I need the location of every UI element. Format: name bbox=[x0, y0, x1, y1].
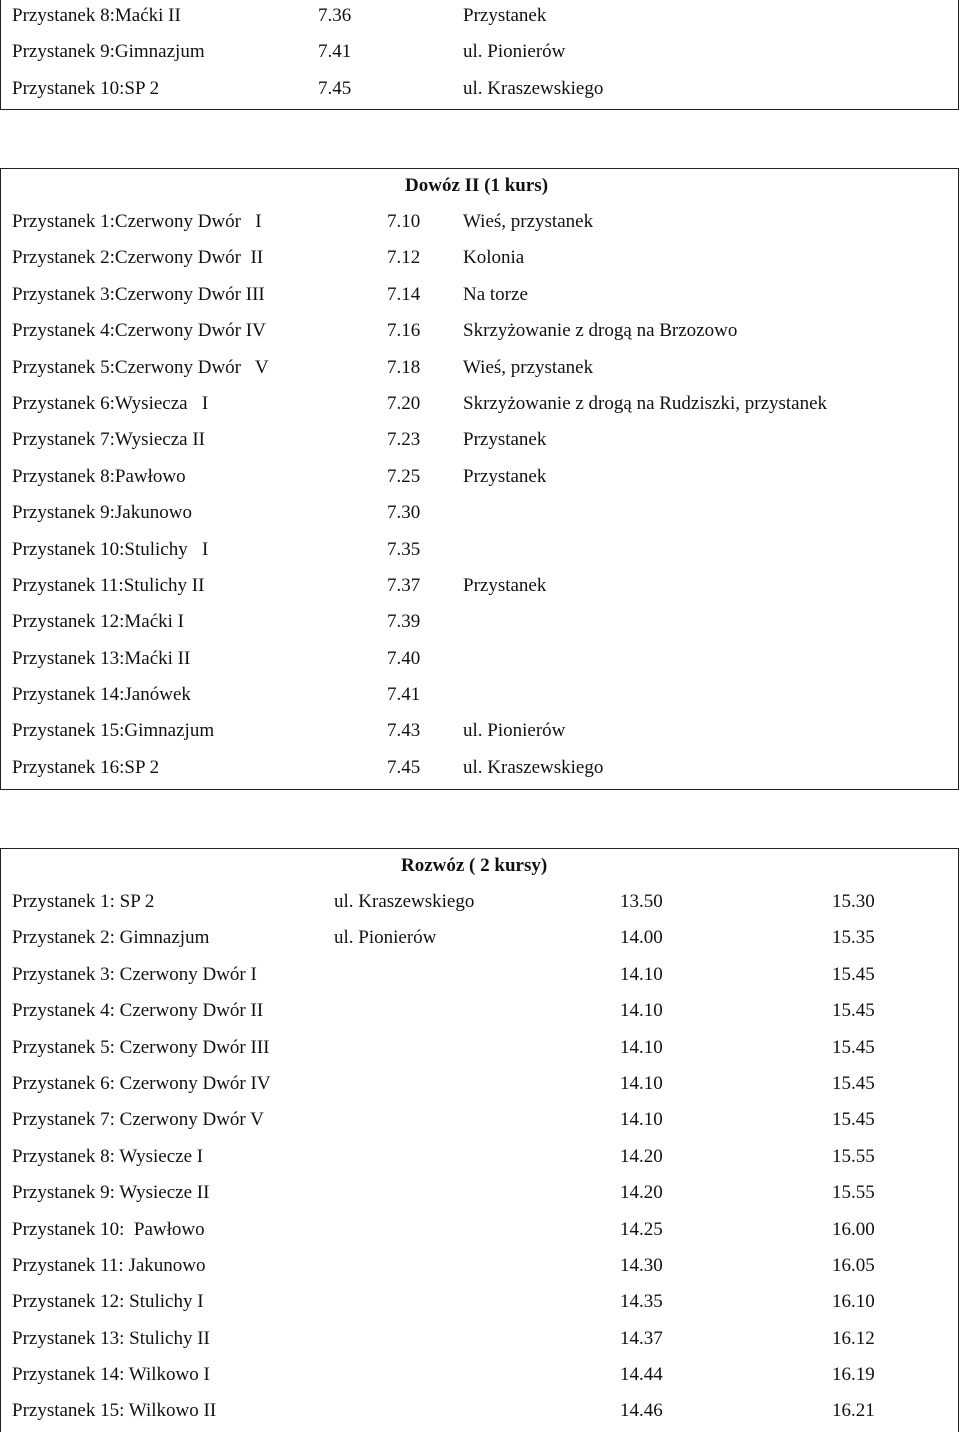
table-row bbox=[1, 1322, 958, 1358]
stop-name: Przystanek 6: Czerwony Dwór IV bbox=[12, 1072, 271, 1094]
departure-time-1: 14.30 bbox=[620, 1254, 663, 1276]
departure-time: 7.45 bbox=[318, 77, 352, 99]
table-row bbox=[1, 605, 958, 641]
stop-location: ul. Kraszewskiego bbox=[463, 756, 604, 778]
stop-name: Przystanek 8:Pawłowo bbox=[12, 465, 186, 487]
stop-name: Przystanek 15: Wilkowo II bbox=[12, 1400, 217, 1422]
stop-name: Przystanek 2:Czerwony Dwór II bbox=[12, 247, 264, 269]
departure-time-2: 15.45 bbox=[832, 1109, 875, 1131]
table-title: Rozwóz ( 2 kursy) bbox=[401, 855, 548, 876]
stop-name: Przystanek 8: Wysiecze I bbox=[12, 1145, 204, 1167]
departure-time-1: 14.10 bbox=[620, 1109, 663, 1131]
stop-location: ul. Kraszewskiego bbox=[463, 77, 604, 99]
departure-time-1: 14.20 bbox=[620, 1145, 663, 1167]
departure-time-1: 14.10 bbox=[620, 1072, 663, 1094]
table-row bbox=[1, 423, 958, 459]
stop-name: Przystanek 10:Stulichy I bbox=[12, 538, 209, 560]
departure-time-1: 14.46 bbox=[620, 1400, 663, 1422]
table-row bbox=[1, 1067, 958, 1103]
table-row bbox=[1, 994, 958, 1030]
table-row bbox=[1, 241, 958, 277]
timetable-rozwoz bbox=[0, 848, 959, 1432]
table-row bbox=[1, 678, 958, 714]
table-rows bbox=[1, 205, 958, 787]
table-rows bbox=[1, 885, 958, 1431]
stop-name: Przystanek 11:Stulichy II bbox=[12, 574, 205, 596]
stop-name: Przystanek 11: Jakunowo bbox=[12, 1254, 206, 1276]
stop-name: Przystanek 14: Wilkowo I bbox=[12, 1364, 210, 1386]
stop-name: Przystanek 8:Maćki II bbox=[12, 5, 181, 26]
departure-time-2: 15.45 bbox=[832, 1000, 875, 1022]
table-row bbox=[1, 1358, 958, 1394]
stop-location: Przystanek bbox=[463, 574, 547, 596]
stop-name: Przystanek 9:Jakunowo bbox=[12, 502, 192, 524]
table-row bbox=[1, 460, 958, 496]
stop-location: Przystanek bbox=[463, 465, 547, 487]
departure-time: 7.14 bbox=[387, 283, 421, 305]
stop-location: Wieś, przystanek bbox=[463, 211, 594, 232]
stop-name: Przystanek 7: Czerwony Dwór V bbox=[12, 1109, 264, 1131]
departure-time: 7.45 bbox=[387, 756, 421, 778]
departure-time-2: 15.45 bbox=[832, 1036, 875, 1058]
timetable-dowoz-ii bbox=[0, 168, 959, 790]
table-row bbox=[1, 533, 958, 569]
departure-time-2: 15.45 bbox=[832, 963, 875, 985]
departure-time: 7.39 bbox=[387, 611, 421, 633]
table-row bbox=[1, 387, 958, 423]
departure-time-2: 15.55 bbox=[832, 1182, 875, 1204]
table-row bbox=[1, 278, 958, 314]
stop-name: Przystanek 7:Wysiecza II bbox=[12, 429, 205, 451]
departure-time: 7.25 bbox=[387, 465, 421, 487]
departure-time: 7.10 bbox=[387, 211, 421, 232]
stop-name: Przystanek 1: SP 2 bbox=[12, 891, 155, 912]
stop-name: Przystanek 13:Maćki II bbox=[12, 647, 191, 669]
departure-time-2: 16.19 bbox=[832, 1364, 875, 1386]
table-row bbox=[1, 714, 958, 750]
stop-name: Przystanek 15:Gimnazjum bbox=[12, 720, 215, 742]
table-row bbox=[1, 921, 958, 957]
stop-name: Przystanek 2: Gimnazjum bbox=[12, 927, 210, 949]
departure-time-2: 15.30 bbox=[832, 891, 875, 912]
table-row bbox=[1, 1213, 958, 1249]
table-row bbox=[1, 0, 958, 35]
table-row bbox=[1, 1249, 958, 1285]
stop-name: Przystanek 16:SP 2 bbox=[12, 756, 160, 778]
departure-time-2: 16.21 bbox=[832, 1400, 875, 1422]
table-row bbox=[1, 885, 958, 921]
stop-name: Przystanek 9: Wysiecze II bbox=[12, 1182, 210, 1204]
departure-time: 7.35 bbox=[387, 538, 421, 560]
table-row bbox=[1, 1394, 958, 1430]
departure-time-1: 14.35 bbox=[620, 1291, 663, 1313]
departure-time-1: 14.44 bbox=[620, 1364, 663, 1386]
stop-location: ul. Pionierów bbox=[463, 41, 566, 63]
departure-time-1: 14.37 bbox=[620, 1327, 663, 1349]
stop-name: Przystanek 1:Czerwony Dwór I bbox=[12, 211, 262, 232]
departure-time-2: 15.45 bbox=[832, 1072, 875, 1094]
table-row bbox=[1, 958, 958, 994]
departure-time-2: 16.05 bbox=[832, 1254, 875, 1276]
departure-time-2: 16.12 bbox=[832, 1327, 875, 1349]
stop-name: Przystanek 12:Maćki I bbox=[12, 611, 185, 633]
departure-time-1: 14.10 bbox=[620, 963, 663, 985]
table-header-row bbox=[1, 849, 958, 885]
departure-time: 7.37 bbox=[387, 574, 421, 596]
stop-location: Kolonia bbox=[463, 247, 525, 269]
stop-name: Przystanek 3:Czerwony Dwór III bbox=[12, 283, 265, 305]
departure-time-2: 15.35 bbox=[832, 927, 875, 949]
stop-name: Przystanek 6:Wysiecza I bbox=[12, 392, 209, 414]
stop-location: Wieś, przystanek bbox=[463, 356, 594, 378]
stop-name: Przystanek 3: Czerwony Dwór I bbox=[12, 963, 257, 985]
departure-time: 7.12 bbox=[387, 247, 421, 269]
table-row bbox=[1, 569, 958, 605]
stop-location: ul. Kraszewskiego bbox=[334, 891, 475, 912]
stop-location: Przystanek bbox=[463, 5, 547, 26]
departure-time: 7.43 bbox=[387, 720, 421, 742]
table-row bbox=[1, 496, 958, 532]
table-row bbox=[1, 1031, 958, 1067]
stop-name: Przystanek 4:Czerwony Dwór IV bbox=[12, 320, 266, 342]
stop-name: Przystanek 9:Gimnazjum bbox=[12, 41, 205, 63]
departure-time: 7.16 bbox=[387, 320, 421, 342]
departure-time: 7.23 bbox=[387, 429, 421, 451]
table-row bbox=[1, 751, 958, 787]
stop-location: ul. Pionierów bbox=[463, 720, 566, 742]
table-row bbox=[1, 1103, 958, 1139]
departure-time-1: 14.10 bbox=[620, 1036, 663, 1058]
table-row bbox=[1, 1285, 958, 1321]
stop-location: Na torze bbox=[463, 283, 528, 305]
stop-name: Przystanek 10:SP 2 bbox=[12, 77, 160, 99]
table-row bbox=[1, 1140, 958, 1176]
stop-name: Przystanek 12: Stulichy I bbox=[12, 1291, 204, 1313]
table-row bbox=[1, 314, 958, 350]
stop-name: Przystanek 5:Czerwony Dwór V bbox=[12, 356, 269, 378]
departure-time-2: 16.10 bbox=[832, 1291, 875, 1313]
stop-name: Przystanek 10: Pawłowo bbox=[12, 1218, 205, 1240]
departure-time-1: 14.20 bbox=[620, 1182, 663, 1204]
table-title: Dowóz II (1 kurs) bbox=[405, 175, 549, 196]
stop-location: Skrzyżowanie z drogą na Brzozowo bbox=[463, 320, 738, 342]
departure-time: 7.40 bbox=[387, 647, 421, 669]
table-row bbox=[1, 35, 958, 71]
stop-name: Przystanek 4: Czerwony Dwór II bbox=[12, 1000, 264, 1022]
departure-time: 7.30 bbox=[387, 502, 421, 524]
table-header-row bbox=[1, 169, 958, 205]
departure-time: 7.18 bbox=[387, 356, 421, 378]
departure-time: 7.41 bbox=[318, 41, 352, 63]
timetable-continuation bbox=[0, 0, 959, 110]
departure-time-2: 16.00 bbox=[832, 1218, 875, 1240]
stop-name: Przystanek 13: Stulichy II bbox=[12, 1327, 210, 1349]
departure-time-1: 14.25 bbox=[620, 1218, 663, 1240]
stop-location: ul. Pionierów bbox=[334, 927, 437, 949]
table-row bbox=[1, 205, 958, 241]
stop-name: Przystanek 14:Janówek bbox=[12, 684, 191, 706]
stop-location: Przystanek bbox=[463, 429, 547, 451]
table-row bbox=[1, 72, 958, 108]
departure-time-2: 15.55 bbox=[832, 1145, 875, 1167]
departure-time-1: 14.00 bbox=[620, 927, 663, 949]
stop-name: Przystanek 5: Czerwony Dwór III bbox=[12, 1036, 270, 1058]
departure-time-1: 14.10 bbox=[620, 1000, 663, 1022]
departure-time-1: 13.50 bbox=[620, 891, 663, 912]
table-row bbox=[1, 1176, 958, 1212]
table-rows bbox=[1, 0, 958, 108]
departure-time: 7.20 bbox=[387, 392, 421, 414]
stop-location: Skrzyżowanie z drogą na Rudziszki, przystanek bbox=[463, 392, 828, 414]
departure-time: 7.36 bbox=[318, 5, 352, 26]
departure-time: 7.41 bbox=[387, 684, 421, 706]
table-row bbox=[1, 642, 958, 678]
table-row bbox=[1, 351, 958, 387]
